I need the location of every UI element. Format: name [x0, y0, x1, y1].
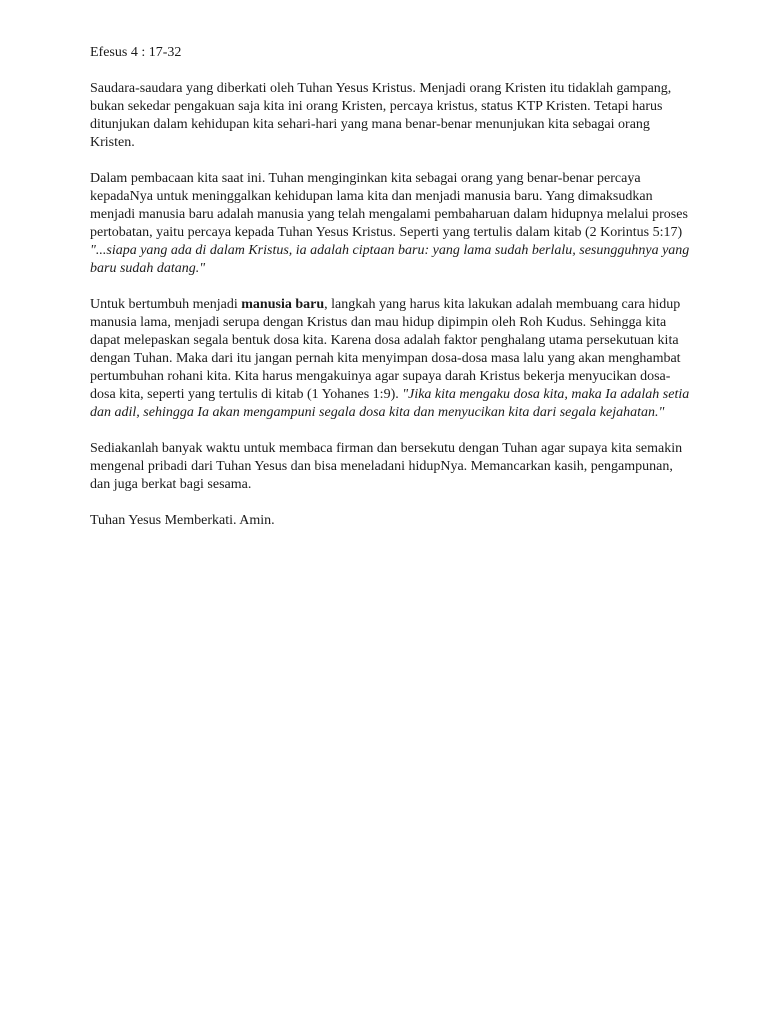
document-page [90, 44, 690, 548]
bible-quote-2-corinthians: "...siapa yang ada di dalam Kristus, ia adalah ciptaan baru: yang lama sudah berlalu, sesungguhnya yang baru sudah datang." [90, 243, 690, 276]
closing-blessing: Tuhan Yesus Memberkati. Amin. [90, 513, 275, 528]
document-heading: Efesus 4 : 17-32 [90, 45, 182, 60]
paragraph-growth [90, 296, 690, 422]
paragraph-new-person [90, 170, 690, 278]
paragraph-new-person-text: Dalam pembacaan kita saat ini. Tuhan menginginkan kita sebagai orang yang benar-benar percaya kepadaNya untuk meninggalkan kehidupan lama kita dan menjadi manusia baru. Yang dimaksudkan menjadi manusia baru adalah manusia yang telah mengalami pembaharuan dalam hidupnya melalui proses pertobatan, yaitu percaya kepada Tuhan Yesus Kristus. Seperti yang tertulis dalam kitab (2 Korintus 5:17) [90, 171, 688, 240]
paragraph-intro: Saudara-saudara yang diberkati oleh Tuhan Yesus Kristus. Menjadi orang Kristen itu tidaklah gampang, bukan sekedar pengakuan saja kita ini orang Kristen, percaya kristus, status KTP Kristen. Tetapi harus ditunjukan dalam kehidupan kita sehari-hari yang mana benar-benar menunjukan kita sebagai orang Kristen. [90, 81, 672, 150]
paragraph-growth-start: Untuk bertumbuh menjadi [90, 297, 242, 312]
paragraph-exhortation: Sediakanlah banyak waktu untuk membaca firman dan bersekutu dengan Tuhan agar supaya kita semakin mengenal pribadi dari Tuhan Yesus dan bisa meneladani hidupNya. Memancarkan kasih, pengampunan, dan juga berkat bagi sesama. [90, 441, 683, 492]
bible-quote-1-john: "Jika kita mengaku dosa kita, maka Ia adalah setia dan adil, sehingga Ia akan mengampuni segala dosa kita dan menyucikan kita dari segala kejahatan." [90, 387, 690, 420]
paragraph-growth-text: , langkah yang harus kita lakukan adalah membuang cara hidup manusia lama, menjadi serupa dengan Kristus dan mau hidup dipimpin oleh Roh Kudus. Sehingga kita dapat melepaskan segala bentuk dosa kita. Karena dosa adalah faktor penghalang utama persekutuan kita dengan Tuhan. Maka dari itu jangan pernah kita menyimpan dosa-dosa masa lalu yang akan menghambat pertumbuhan rohani kita. Kita harus mengakuinya agar supaya darah Kristus bekerja menyucikan dosa-dosa kita, seperti yang tertulis di kitab (1 Yohanes 1:9). [90, 297, 681, 402]
bold-term-new-person: manusia baru [241, 297, 325, 312]
